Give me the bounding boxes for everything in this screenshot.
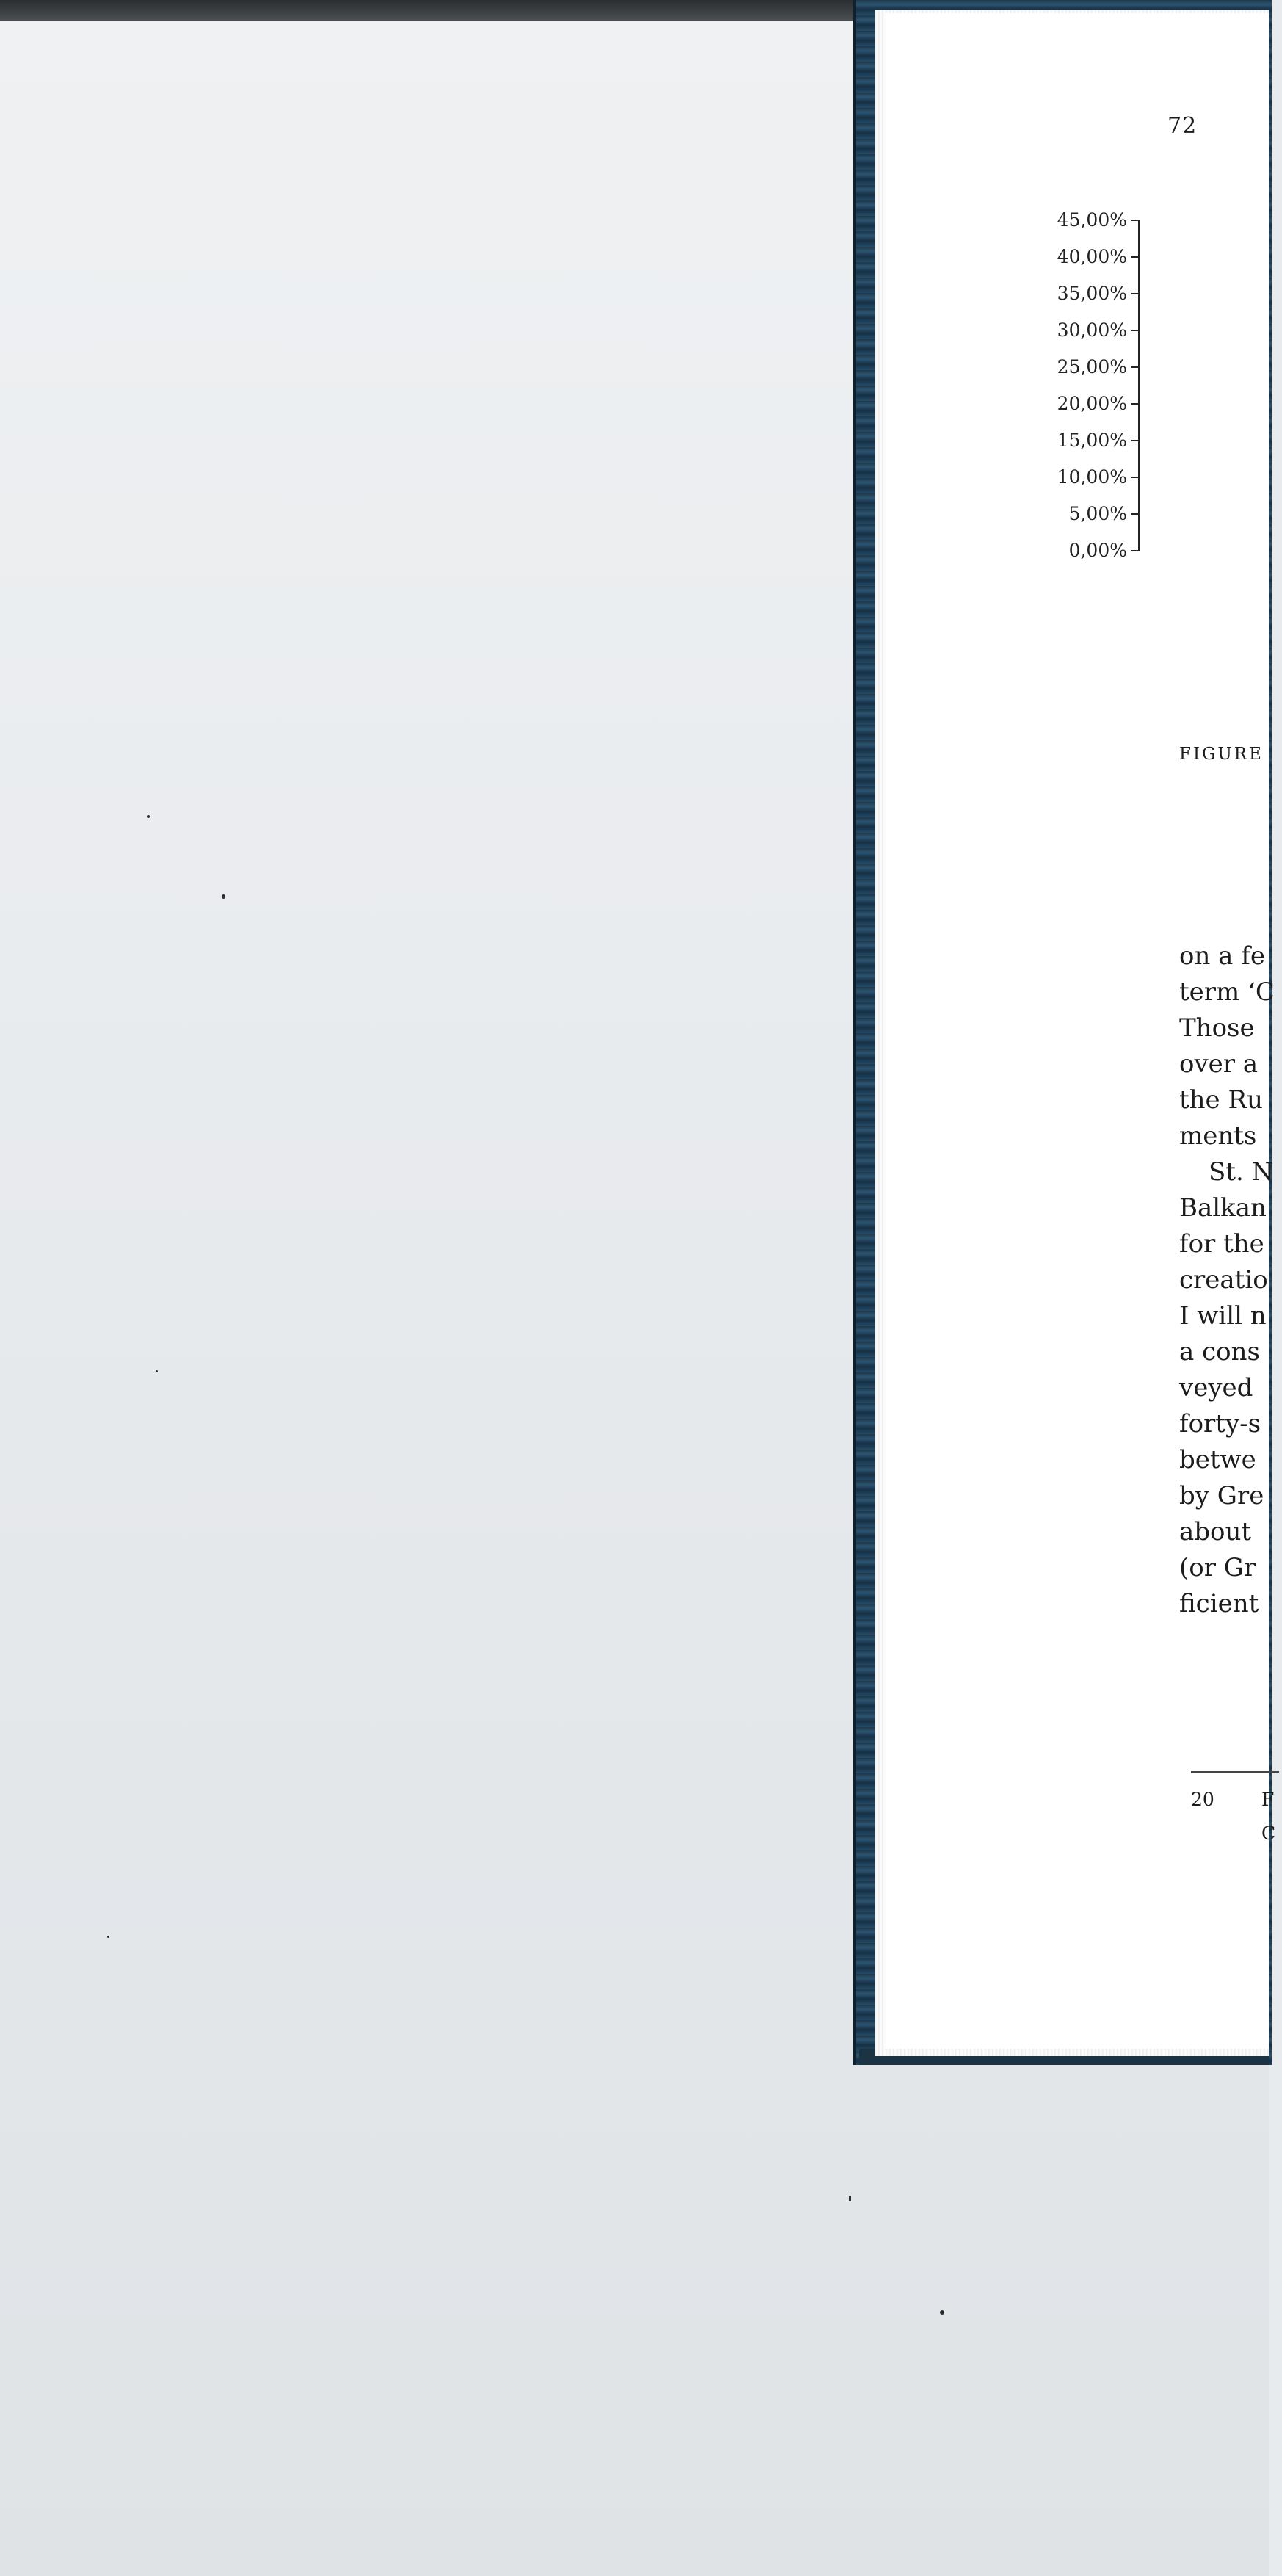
dust-speck xyxy=(940,2310,944,2315)
body-text-line: St. N xyxy=(1209,1157,1274,1187)
footnote-number: 20 xyxy=(1191,1789,1214,1810)
footnote-rule xyxy=(1191,1771,1279,1773)
dust-speck xyxy=(107,1936,109,1938)
dust-speck xyxy=(849,2196,851,2201)
figure-caption: FIGURE xyxy=(1179,745,1264,764)
body-text-line: a cons xyxy=(1179,1337,1260,1367)
body-text-line: over a xyxy=(1179,1049,1259,1079)
dust-speck xyxy=(222,894,225,899)
y-tick-label: 10,00% xyxy=(1057,466,1127,488)
body-text-line: I will n xyxy=(1179,1301,1267,1331)
body-text-line: about xyxy=(1179,1517,1252,1546)
y-tick-label: 15,00% xyxy=(1057,430,1127,451)
page-number: 72 xyxy=(1167,113,1198,139)
body-text-line: the Ru xyxy=(1179,1085,1263,1115)
y-tick-label: 5,00% xyxy=(1068,503,1127,524)
dust-speck xyxy=(147,815,150,818)
body-text-line: (or Gr xyxy=(1179,1553,1256,1582)
footnote xyxy=(1191,1783,1275,1850)
footnote-line xyxy=(1191,1817,1275,1850)
body-text-line: creatio xyxy=(1179,1265,1268,1295)
body-text-line: veyed xyxy=(1179,1373,1253,1403)
body-text-line: on a fe xyxy=(1179,941,1265,971)
y-tick-label: 30,00% xyxy=(1057,319,1127,341)
body-text-line: term ‘C xyxy=(1179,977,1275,1007)
dust-speck xyxy=(156,1370,158,1372)
body-text xyxy=(1179,938,1282,1622)
body-text-line: Those xyxy=(1179,1013,1255,1043)
footnote-line xyxy=(1191,1783,1275,1817)
body-text-line: for the xyxy=(1179,1229,1264,1259)
y-tick-label: 20,00% xyxy=(1057,393,1127,414)
footnote-text: C xyxy=(1261,1823,1276,1844)
chart-svg xyxy=(886,197,1269,652)
body-text-line: by Gre xyxy=(1179,1481,1264,1510)
y-tick-label: 35,00% xyxy=(1057,283,1127,304)
y-axis xyxy=(1057,209,1139,561)
body-text-line: ficient xyxy=(1179,1589,1259,1618)
y-tick-label: 45,00% xyxy=(1057,209,1127,231)
footnote-text: F xyxy=(1261,1789,1275,1810)
y-tick-label: 25,00% xyxy=(1057,356,1127,377)
figure-chart xyxy=(886,197,1269,652)
body-text-line: forty-s xyxy=(1179,1409,1261,1439)
y-tick-label: 0,00% xyxy=(1068,540,1127,561)
body-text-line: ments xyxy=(1179,1121,1257,1151)
body-text-line: betwe xyxy=(1179,1445,1256,1475)
body-text-line: Balkan xyxy=(1179,1193,1267,1223)
y-tick-label: 40,00% xyxy=(1057,246,1127,267)
book-page xyxy=(886,13,1276,2049)
